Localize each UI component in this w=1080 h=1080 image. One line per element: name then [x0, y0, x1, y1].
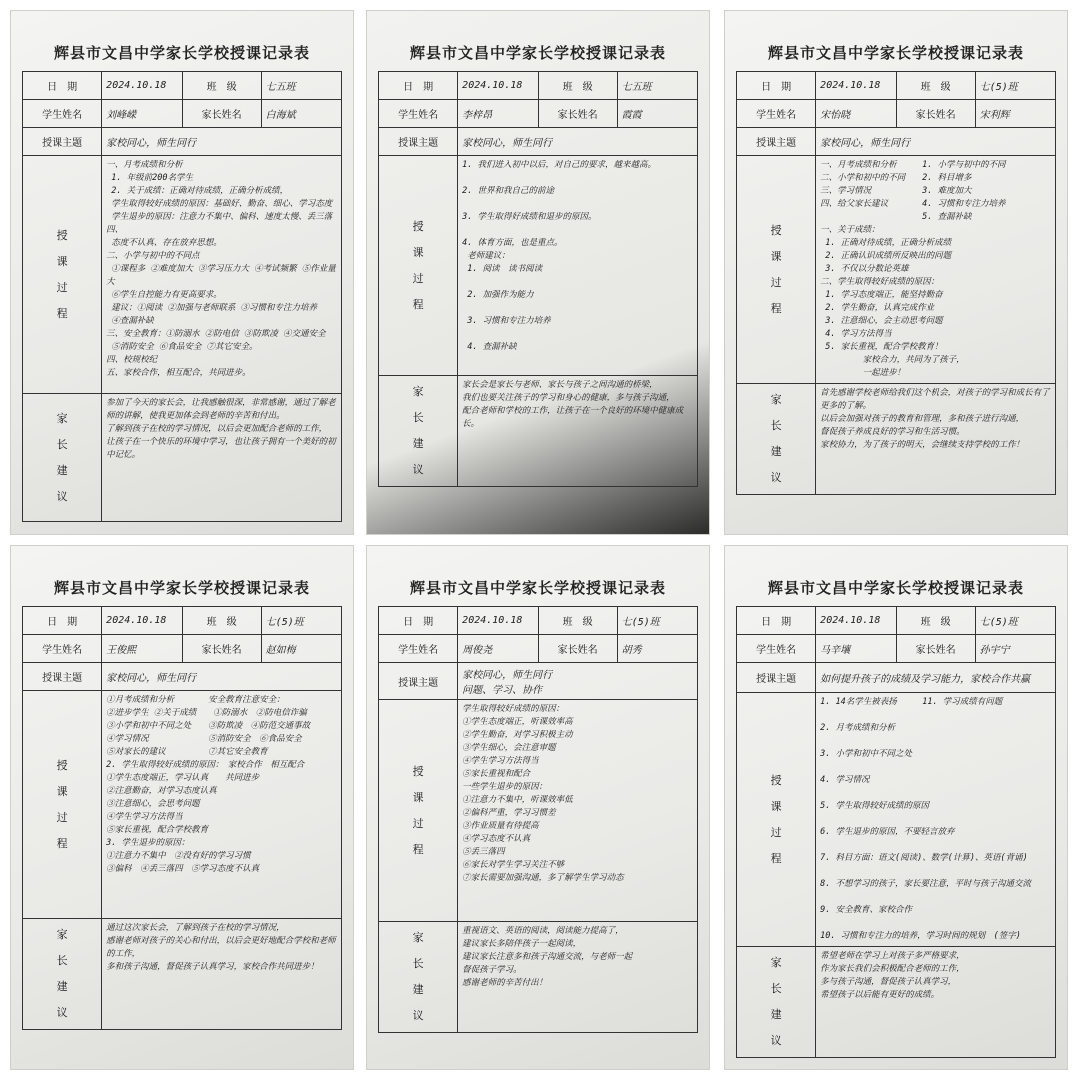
form-title: 辉县市文昌中学家长学校授课记录表 — [409, 579, 666, 597]
date-label: 日 期 — [379, 607, 458, 635]
parent-label: 家长姓名 — [896, 635, 975, 663]
date-value: 2024.10.18 — [102, 72, 182, 100]
form-photo-1 — [10, 10, 354, 535]
record-table — [378, 606, 698, 1033]
class-label: 班 级 — [896, 72, 975, 100]
student-value: 马辛壤 — [816, 635, 896, 663]
class-label: 班 级 — [896, 607, 975, 635]
advice-label: 家 长 建 议 — [737, 384, 816, 495]
advice-label: 家 长 建 议 — [23, 394, 102, 522]
topic-label: 授课主题 — [737, 663, 816, 693]
student-label: 学生姓名 — [737, 100, 816, 128]
date-label: 日 期 — [23, 72, 102, 100]
process-label: 授 课 过 程 — [737, 693, 816, 947]
process-content: ①月考成绩和分析 安全教育注意安全： ②进步学生 ②关于成绩 ①防溺水 ②防电信诈骗 ③小学和初中不同之处 ③防欺凌 ④防范交通事故 ④学习情况 ⑤消防安全 ⑥食品安全 ⑤对家长的建议 ⑦其它安全教育 2. 学生取得较好成绩的原因： 家校合作 相互配合 ①学生态度端正，学习认真 共同进步 ②注意勤奋，对学习态度认真 ③注意细心，会思考问题 ④学生学习方法得当 ⑤家长重视，配合学校教育 3. 学生退步的原因： ①注意力不集中 ②没有好的学习习惯 ③偏科 ④丢三落四 ⑤学习态度不认真 — [102, 691, 342, 919]
student-label: 学生姓名 — [23, 635, 102, 663]
class-value: 七(5)班 — [617, 607, 697, 635]
parent-value: 白海斌 — [261, 100, 341, 128]
date-value: 2024.10.18 — [816, 607, 896, 635]
parent-value: 赵如梅 — [261, 635, 341, 663]
advice-label: 家 长 建 议 — [737, 947, 816, 1058]
student-label: 学生姓名 — [737, 635, 816, 663]
topic-label: 授课主题 — [23, 128, 102, 156]
topic-label: 授课主题 — [23, 663, 102, 691]
parent-label: 家长姓名 — [538, 635, 617, 663]
parent-value: 孙宇宁 — [975, 635, 1055, 663]
topic-value: 如何提升孩子的成绩及学习能力，家校合作共赢 — [816, 663, 1056, 693]
parent-label: 家长姓名 — [538, 100, 617, 128]
record-table — [22, 606, 342, 1030]
process-content: 一、月考成绩和分析 1. 小学与初中的不同 二、小学和初中的不同 2. 科目增多 三、学习情况 3. 难度加大 四、给父家长建议 4. 习惯和专注力培养 5. 查漏补缺 一、关于成绩： 1. 正确对待成绩，正确分析成绩 2. 正确认识成绩所反映出的问题 3. 不仅以分数论英雄 二、学生取得较好成绩的原因： 1. 学习态度端正，能坚持勤奋 2. 学生勤奋，认真完成作业 3. 注意细心，会主动思考问题 4. 学习方法得当 5. 家长重视，配合学校教育！ 家校合力，共同为了孩子， 一起进步！ — [816, 156, 1056, 384]
form-photo-5 — [366, 545, 710, 1070]
class-value: 七五班 — [617, 72, 697, 100]
form-photo-6 — [724, 545, 1068, 1070]
advice-content: 家长会是家长与老师、家长与孩子之间沟通的桥梁， 我们也要关注孩子的学习和身心的健康，多与孩子沟通， 配合老师和学校的工作，让孩子在一个良好的环境中健康成长。 — [458, 376, 698, 487]
class-label: 班 级 — [182, 72, 261, 100]
parent-label: 家长姓名 — [896, 100, 975, 128]
class-label: 班 级 — [538, 607, 617, 635]
form-title: 辉县市文昌中学家长学校授课记录表 — [53, 44, 310, 62]
form-photo-4 — [10, 545, 354, 1070]
class-label: 班 级 — [182, 607, 261, 635]
topic-label: 授课主题 — [379, 663, 458, 700]
process-label: 授 课 过 程 — [737, 156, 816, 384]
advice-label: 家 长 建 议 — [379, 922, 458, 1033]
process-content: 学生取得较好成绩的原因： ①学生态度端正，听课效率高 ②学生勤奋，对学习积极主动 ③学生细心，会注意审题 ④学生学习方法得当 ⑤家长重视和配合 一些学生退步的原因： ①注意力不集中，听课效率低 ②偏科严重，学习习惯差 ③作业质量有待提高 ④学习态度不认真 ⑤丢三落四 ⑥家长对学生学习关注不够 ⑦家长需要加强沟通，多了解学生学习动态 — [458, 700, 698, 922]
process-label: 授 课 过 程 — [23, 156, 102, 394]
class-value: 七(5)班 — [975, 72, 1055, 100]
date-value: 2024.10.18 — [816, 72, 896, 100]
date-label: 日 期 — [23, 607, 102, 635]
class-value: 七(5)班 — [261, 607, 341, 635]
date-label: 日 期 — [737, 607, 816, 635]
topic-value: 家校同心，师生同行 — [102, 663, 342, 691]
parent-label: 家长姓名 — [182, 635, 261, 663]
student-label: 学生姓名 — [379, 635, 458, 663]
student-value: 宋怡晓 — [816, 100, 896, 128]
date-label: 日 期 — [379, 72, 458, 100]
record-table — [378, 71, 698, 487]
parent-value: 宋利辉 — [975, 100, 1055, 128]
process-content: 1. 14名学生被表扬 11. 学习成绩有问题 2. 月考成绩和分析 3. 小学和初中不同之处 4. 学习情况 5. 学生取得较好成绩的原因 6. 学生退步的原因，不要轻言放弃 7. 科目方面：语文(阅读)、数学(计算)、英语(背诵) 8. 不想学习的孩子，家长要注意，平时与孩子沟通交流 9. 安全教育、家校合作 10. 习惯和专注力的培养，学习时间的规划 (签字) — [816, 693, 1056, 947]
parent-value: 霞霞 — [617, 100, 697, 128]
record-table — [736, 71, 1056, 495]
class-value: 七五班 — [261, 72, 341, 100]
advice-content: 重视语文、英语的阅读，阅读能力提高了， 建议家长多陪伴孩子一起阅读， 建议家长注意多和孩子沟通交流，与老师一起 督促孩子学习。 感谢老师的辛苦付出！ — [458, 922, 698, 1033]
date-value: 2024.10.18 — [458, 72, 538, 100]
process-label: 授 课 过 程 — [379, 156, 458, 376]
form-title: 辉县市文昌中学家长学校授课记录表 — [53, 579, 310, 597]
topic-label: 授课主题 — [737, 128, 816, 156]
student-value: 周俊尧 — [458, 635, 538, 663]
advice-content: 首先感谢学校老师给我们这个机会，对孩子的学习和成长有了更多的了解。 以后会加强对孩子的教育和管理，多和孩子进行沟通， 督促孩子养成良好的学习和生活习惯。 家校协力，为了孩子的明天，会继续支持学校的工作！ — [816, 384, 1056, 495]
record-table — [736, 606, 1056, 1058]
parent-label: 家长姓名 — [182, 100, 261, 128]
parent-value: 胡秀 — [617, 635, 697, 663]
student-value: 李梓昂 — [458, 100, 538, 128]
process-content: 一、月考成绩和分析 1. 年级前200名学生 2. 关于成绩：正确对待成绩，正确分析成绩， 学生取得较好成绩的原因：基础好、勤奋、细心、学习态度 学生退步的原因：注意力不集中、偏科、速度太慢、丢三落四、 态度不认真、存在放弃思想。 二、小学与初中的不同点 ①课程多 ②难度加大 ③学习压力大 ④考试频繁 ⑤作业量大 ⑥学生自控能力有更高要求。 建议：①阅读 ②加强与老师联系 ③习惯和专注力培养 ④查漏补缺 三、安全教育：①防溺水 ②防电信 ③防欺凌 ④交通安全 ⑤消防安全 ⑥食品安全 ⑦其它安全。 四、校规校纪 五、家校合作，相互配合，共同进步。 — [102, 156, 342, 394]
record-table — [22, 71, 342, 522]
form-photo-2 — [366, 10, 710, 535]
process-label: 授 课 过 程 — [23, 691, 102, 919]
advice-content: 希望老师在学习上对孩子多严格要求， 作为家长我们会积极配合老师的工作， 多与孩子沟通，督促孩子认真学习， 希望孩子以后能有更好的成绩。 — [816, 947, 1056, 1058]
date-label: 日 期 — [737, 72, 816, 100]
form-title: 辉县市文昌中学家长学校授课记录表 — [767, 579, 1024, 597]
class-label: 班 级 — [538, 72, 617, 100]
topic-value: 家校同心，师生同行 问题、学习、协作 — [458, 663, 698, 700]
date-value: 2024.10.18 — [458, 607, 538, 635]
form-title: 辉县市文昌中学家长学校授课记录表 — [409, 44, 666, 62]
process-content: 1. 我们进入初中以后，对自己的要求，越来越高。 2. 世界和我自己的前途 3. 学生取得好成绩和退步的原因。 4. 体育方面，也是重点。 老师建议： 1. 阅读 读书阅读 2. 加强作为能力 3. 习惯和专注力培养 4. 查漏补缺 — [458, 156, 698, 376]
topic-value: 家校同心，师生同行 — [102, 128, 342, 156]
advice-content: 通过这次家长会，了解到孩子在校的学习情况， 感谢老师对孩子的关心和付出，以后会更好地配合学校和老师的工作， 多和孩子沟通，督促孩子认真学习，家校合作共同进步！ — [102, 919, 342, 1030]
form-title: 辉县市文昌中学家长学校授课记录表 — [767, 44, 1024, 62]
advice-label: 家 长 建 议 — [379, 376, 458, 487]
process-label: 授 课 过 程 — [379, 700, 458, 922]
student-value: 刘峰嵘 — [102, 100, 182, 128]
topic-value: 家校同心，师生同行 — [458, 128, 698, 156]
student-label: 学生姓名 — [23, 100, 102, 128]
student-value: 王俊熙 — [102, 635, 182, 663]
class-value: 七(5)班 — [975, 607, 1055, 635]
form-photo-3 — [724, 10, 1068, 535]
student-label: 学生姓名 — [379, 100, 458, 128]
date-value: 2024.10.18 — [102, 607, 182, 635]
advice-label: 家 长 建 议 — [23, 919, 102, 1030]
topic-label: 授课主题 — [379, 128, 458, 156]
advice-content: 参加了今天的家长会，让我感触很深，非常感谢，通过了解老师的讲解，使我更加体会到老师的辛苦和付出。 了解到孩子在校的学习情况，以后会更加配合老师的工作， 让孩子在一个快乐的环境中学习，也让孩子拥有一个美好的初中记忆。 — [102, 394, 342, 522]
topic-value: 家校同心，师生同行 — [816, 128, 1056, 156]
